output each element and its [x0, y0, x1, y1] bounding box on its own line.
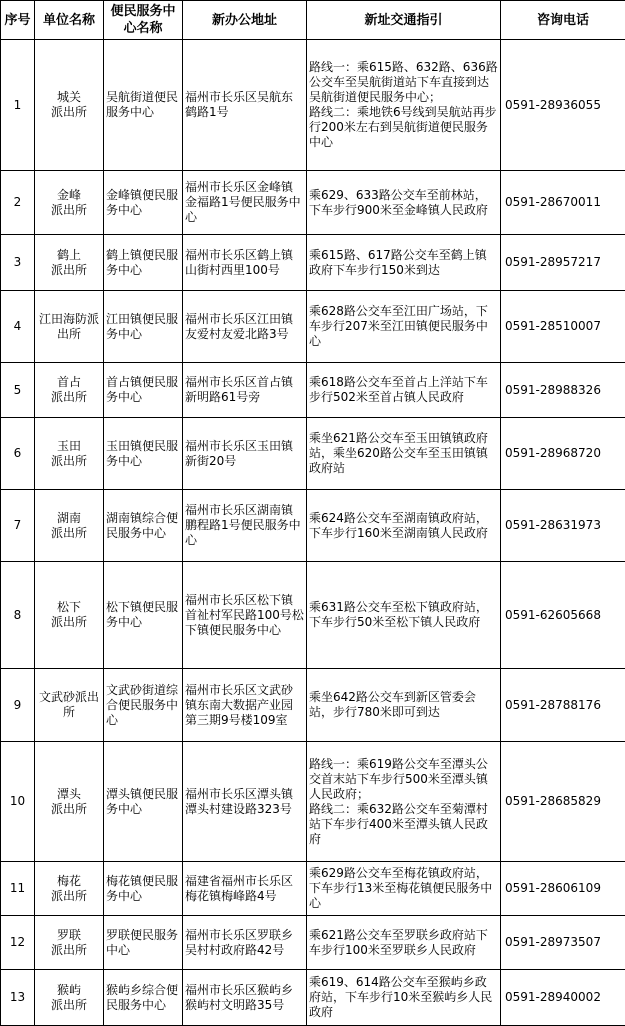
transit-guide	[307, 490, 501, 562]
station-name	[35, 40, 104, 171]
transit-guide-text: 乘621路公交车至罗联乡政府站下车步行100米至罗联乡人民政府	[309, 928, 488, 957]
transit-guide	[307, 291, 501, 363]
station-name-text: 江田海防派出所	[39, 312, 99, 341]
office-address-text: 福州市长乐区湖南镇鹏程路1号便民服务中心	[185, 503, 301, 547]
phone-number	[501, 490, 625, 562]
row-index-text: 3	[14, 255, 22, 269]
station-name	[35, 490, 104, 562]
header-row	[1, 1, 625, 40]
service-center-name	[104, 562, 183, 669]
service-center-name-text: 金峰镇便民服务中心	[106, 188, 178, 217]
transit-guide-text: 乘629、633路公交车至前林站，下车步行900米至金峰镇人民政府	[309, 188, 488, 217]
transit-guide-text: 乘坐621路公交车至玉田镇镇政府站，乘坐620路公交车至玉田镇镇政府站	[309, 431, 488, 475]
service-center-name	[104, 970, 183, 1026]
office-address-text: 福州市长乐区玉田镇新街20号	[185, 439, 293, 468]
office-address	[183, 418, 307, 490]
phone-number	[501, 742, 625, 862]
row-index	[1, 669, 35, 742]
phone-number-text: 0591-28957217	[505, 255, 601, 269]
office-address-text: 福州市长乐区金峰镇金福路1号便民服务中心	[185, 180, 301, 224]
service-center-name	[104, 291, 183, 363]
office-address-text: 福州市长乐区鹤上镇山街村西里100号	[185, 248, 293, 277]
service-center-name-text: 梅花镇便民服务中心	[106, 874, 178, 903]
office-address-text: 福州市长乐区猴屿乡猴屿村文明路35号	[185, 983, 293, 1012]
phone-number-text: 0591-28606109	[505, 881, 601, 895]
phone-number-text: 0591-28631973	[505, 518, 601, 532]
station-name-text: 城关 派出所	[51, 90, 87, 119]
service-center-name-text: 湖南镇综合便民服务中心	[106, 511, 178, 540]
station-name	[35, 862, 104, 916]
transit-guide	[307, 970, 501, 1026]
phone-number-text: 0591-28510007	[505, 319, 601, 333]
transit-guide	[307, 562, 501, 669]
transit-guide-text: 乘629路公交车至梅花镇政府站，下车步行13米至梅花镇便民服务中心	[309, 866, 492, 910]
row-index-text: 13	[10, 990, 25, 1004]
office-address-text: 福州市长乐区文武砂镇东南大数据产业园第三期9号楼109室	[185, 683, 293, 727]
transit-guide	[307, 742, 501, 862]
phone-number	[501, 291, 625, 363]
office-address	[183, 862, 307, 916]
transit-guide-text: 乘坐642路公交车到新区管委会站，步行780米即可到达	[309, 690, 476, 719]
phone-number	[501, 970, 625, 1026]
table-row	[1, 40, 625, 171]
phone-number	[501, 171, 625, 235]
station-name	[35, 363, 104, 418]
row-index	[1, 235, 35, 291]
transit-guide	[307, 418, 501, 490]
header-phone: 咨询电话	[501, 1, 625, 40]
row-index	[1, 363, 35, 418]
transit-guide	[307, 916, 501, 970]
phone-number-text: 0591-28940002	[505, 990, 601, 1004]
office-address-text: 福州市长乐区吴航东鹤路1号	[185, 90, 293, 119]
row-index	[1, 171, 35, 235]
row-index	[1, 970, 35, 1026]
service-center-name	[104, 742, 183, 862]
service-center-name	[104, 171, 183, 235]
office-address	[183, 490, 307, 562]
phone-number-text: 0591-28968720	[505, 446, 601, 460]
service-center-name-text: 文武砂街道综合便民服务中心	[106, 683, 178, 727]
office-address	[183, 291, 307, 363]
office-address-text: 福州市长乐区松下镇首祉村军民路100号松下镇便民服务中心	[185, 593, 304, 637]
station-name-text: 玉田 派出所	[51, 439, 87, 468]
header-transit: 新址交通指引	[307, 1, 501, 40]
row-index-text: 10	[10, 794, 25, 808]
station-name-text: 潭头 派出所	[51, 787, 87, 816]
row-index-text: 5	[14, 383, 22, 397]
phone-number	[501, 235, 625, 291]
station-name	[35, 418, 104, 490]
row-index-text: 7	[14, 518, 22, 532]
table-row	[1, 171, 625, 235]
station-name	[35, 562, 104, 669]
phone-number-text: 0591-28788176	[505, 698, 601, 712]
office-address	[183, 235, 307, 291]
station-name	[35, 291, 104, 363]
station-name	[35, 171, 104, 235]
station-name-text: 松下 派出所	[51, 600, 87, 629]
transit-guide	[307, 669, 501, 742]
station-name-text: 湖南 派出所	[51, 511, 87, 540]
table-row	[1, 562, 625, 669]
transit-guide	[307, 235, 501, 291]
office-address	[183, 669, 307, 742]
row-index-text: 2	[14, 195, 22, 209]
service-center-name	[104, 235, 183, 291]
transit-guide-text: 乘615路、617路公交车至鹤上镇政府下车步行150米到达	[309, 248, 487, 277]
transit-guide-text: 乘631路公交车至松下镇政府站，下车步行50米至松下镇人民政府	[309, 600, 488, 629]
row-index	[1, 291, 35, 363]
row-index	[1, 562, 35, 669]
station-name-text: 文武砂派出所	[39, 690, 99, 719]
office-address	[183, 40, 307, 171]
service-center-name	[104, 363, 183, 418]
phone-number	[501, 862, 625, 916]
office-address	[183, 970, 307, 1026]
station-name	[35, 970, 104, 1026]
row-index	[1, 742, 35, 862]
service-center-name	[104, 490, 183, 562]
table-row	[1, 862, 625, 916]
row-index-text: 11	[10, 881, 25, 895]
row-index-text: 4	[14, 319, 22, 333]
station-name-text: 猴屿 派出所	[51, 983, 87, 1012]
row-index-text: 1	[14, 98, 22, 112]
phone-number-text: 0591-28685829	[505, 794, 601, 808]
service-center-name	[104, 40, 183, 171]
table-row	[1, 363, 625, 418]
header-index: 序号	[1, 1, 35, 40]
station-name-text: 罗联 派出所	[51, 928, 87, 957]
office-address-text: 福州市长乐区罗联乡吴村村政府路42号	[185, 928, 293, 957]
transit-guide-text: 乘628路公交车至江田广场站，下车步行207米至江田镇便民服务中心	[309, 304, 488, 348]
row-index-text: 8	[14, 608, 22, 622]
service-center-name	[104, 418, 183, 490]
phone-number-text: 0591-28670011	[505, 195, 601, 209]
table-row	[1, 235, 625, 291]
station-name	[35, 916, 104, 970]
table-row	[1, 490, 625, 562]
station-name-text: 鹤上 派出所	[51, 248, 87, 277]
phone-number	[501, 40, 625, 171]
row-index-text: 9	[14, 698, 22, 712]
station-name	[35, 742, 104, 862]
office-address-text: 福州市长乐区首占镇新明路61号旁	[185, 375, 293, 404]
service-center-name-text: 江田镇便民服务中心	[106, 312, 178, 341]
office-address	[183, 171, 307, 235]
service-center-name-text: 玉田镇便民服务中心	[106, 439, 178, 468]
row-index	[1, 862, 35, 916]
office-address	[183, 363, 307, 418]
transit-guide	[307, 363, 501, 418]
service-center-name-text: 松下镇便民服务中心	[106, 600, 178, 629]
phone-number	[501, 418, 625, 490]
phone-number-text: 0591-28936055	[505, 98, 601, 112]
table-row	[1, 669, 625, 742]
station-name	[35, 669, 104, 742]
office-address-text: 福州市长乐区江田镇友爱村友爱北路3号	[185, 312, 293, 341]
office-address-text: 福建省福州市长乐区梅花镇梅峰路4号	[185, 874, 293, 903]
phone-number-text: 0591-28973507	[505, 935, 601, 949]
service-center-name	[104, 669, 183, 742]
phone-number-text: 0591-62605668	[505, 608, 601, 622]
row-index-text: 6	[14, 446, 22, 460]
header-address: 新办公地址	[183, 1, 307, 40]
phone-number	[501, 916, 625, 970]
service-center-name-text: 首占镇便民服务中心	[106, 375, 178, 404]
phone-number	[501, 562, 625, 669]
station-name	[35, 235, 104, 291]
row-index	[1, 490, 35, 562]
transit-guide-text: 乘624路公交车至湖南镇政府站，下车步行160米至湖南镇人民政府	[309, 511, 488, 540]
service-center-name-text: 罗联便民服务中心	[106, 928, 178, 957]
transit-guide	[307, 862, 501, 916]
table-row	[1, 916, 625, 970]
transit-guide-text: 乘619、614路公交车至猴屿乡政府站，下车步行10米至猴屿乡人民政府	[309, 975, 492, 1019]
header-station: 单位名称	[35, 1, 104, 40]
office-address	[183, 742, 307, 862]
header-service-center: 便民服务中心名称	[104, 1, 183, 40]
table-row	[1, 291, 625, 363]
transit-guide-text: 乘618路公交车至首占上洋站下车步行502米至首占镇人民政府	[309, 375, 488, 404]
office-address	[183, 916, 307, 970]
service-center-name-text: 猴屿乡综合便民服务中心	[106, 983, 178, 1012]
table-row	[1, 742, 625, 862]
service-center-name-text: 潭头镇便民服务中心	[106, 787, 178, 816]
phone-number	[501, 669, 625, 742]
service-center-name	[104, 916, 183, 970]
service-center-name-text: 吴航街道便民服务中心	[106, 90, 178, 119]
transit-guide	[307, 171, 501, 235]
phone-number	[501, 363, 625, 418]
row-index	[1, 40, 35, 171]
service-center-name	[104, 862, 183, 916]
station-name-text: 金峰 派出所	[51, 188, 87, 217]
service-center-name-text: 鹤上镇便民服务中心	[106, 248, 178, 277]
table-row	[1, 418, 625, 490]
row-index	[1, 418, 35, 490]
station-name-text: 首占 派出所	[51, 375, 87, 404]
phone-number-text: 0591-28988326	[505, 383, 601, 397]
row-index-text: 12	[10, 935, 25, 949]
row-index	[1, 916, 35, 970]
transit-guide	[307, 40, 501, 171]
office-address	[183, 562, 307, 669]
transit-guide-text: 路线一：乘615路、632路、636路公交车至吴航街道站下车直接到达吴航街道便民服务中心； 路线二：乘地铁6号线到吴航站再步行200米左右到吴航街道便民服务中心	[309, 60, 498, 149]
station-name-text: 梅花 派出所	[51, 874, 87, 903]
table-row	[1, 970, 625, 1026]
transit-guide-text: 路线一：乘619路公交车至潭头公交首末站下车步行500米至潭头镇人民政府； 路线二：乘632路公交车至菊潭村站下车步行400米至潭头镇人民政府	[309, 757, 488, 846]
office-address-text: 福州市长乐区潭头镇潭头村建设路323号	[185, 787, 293, 816]
